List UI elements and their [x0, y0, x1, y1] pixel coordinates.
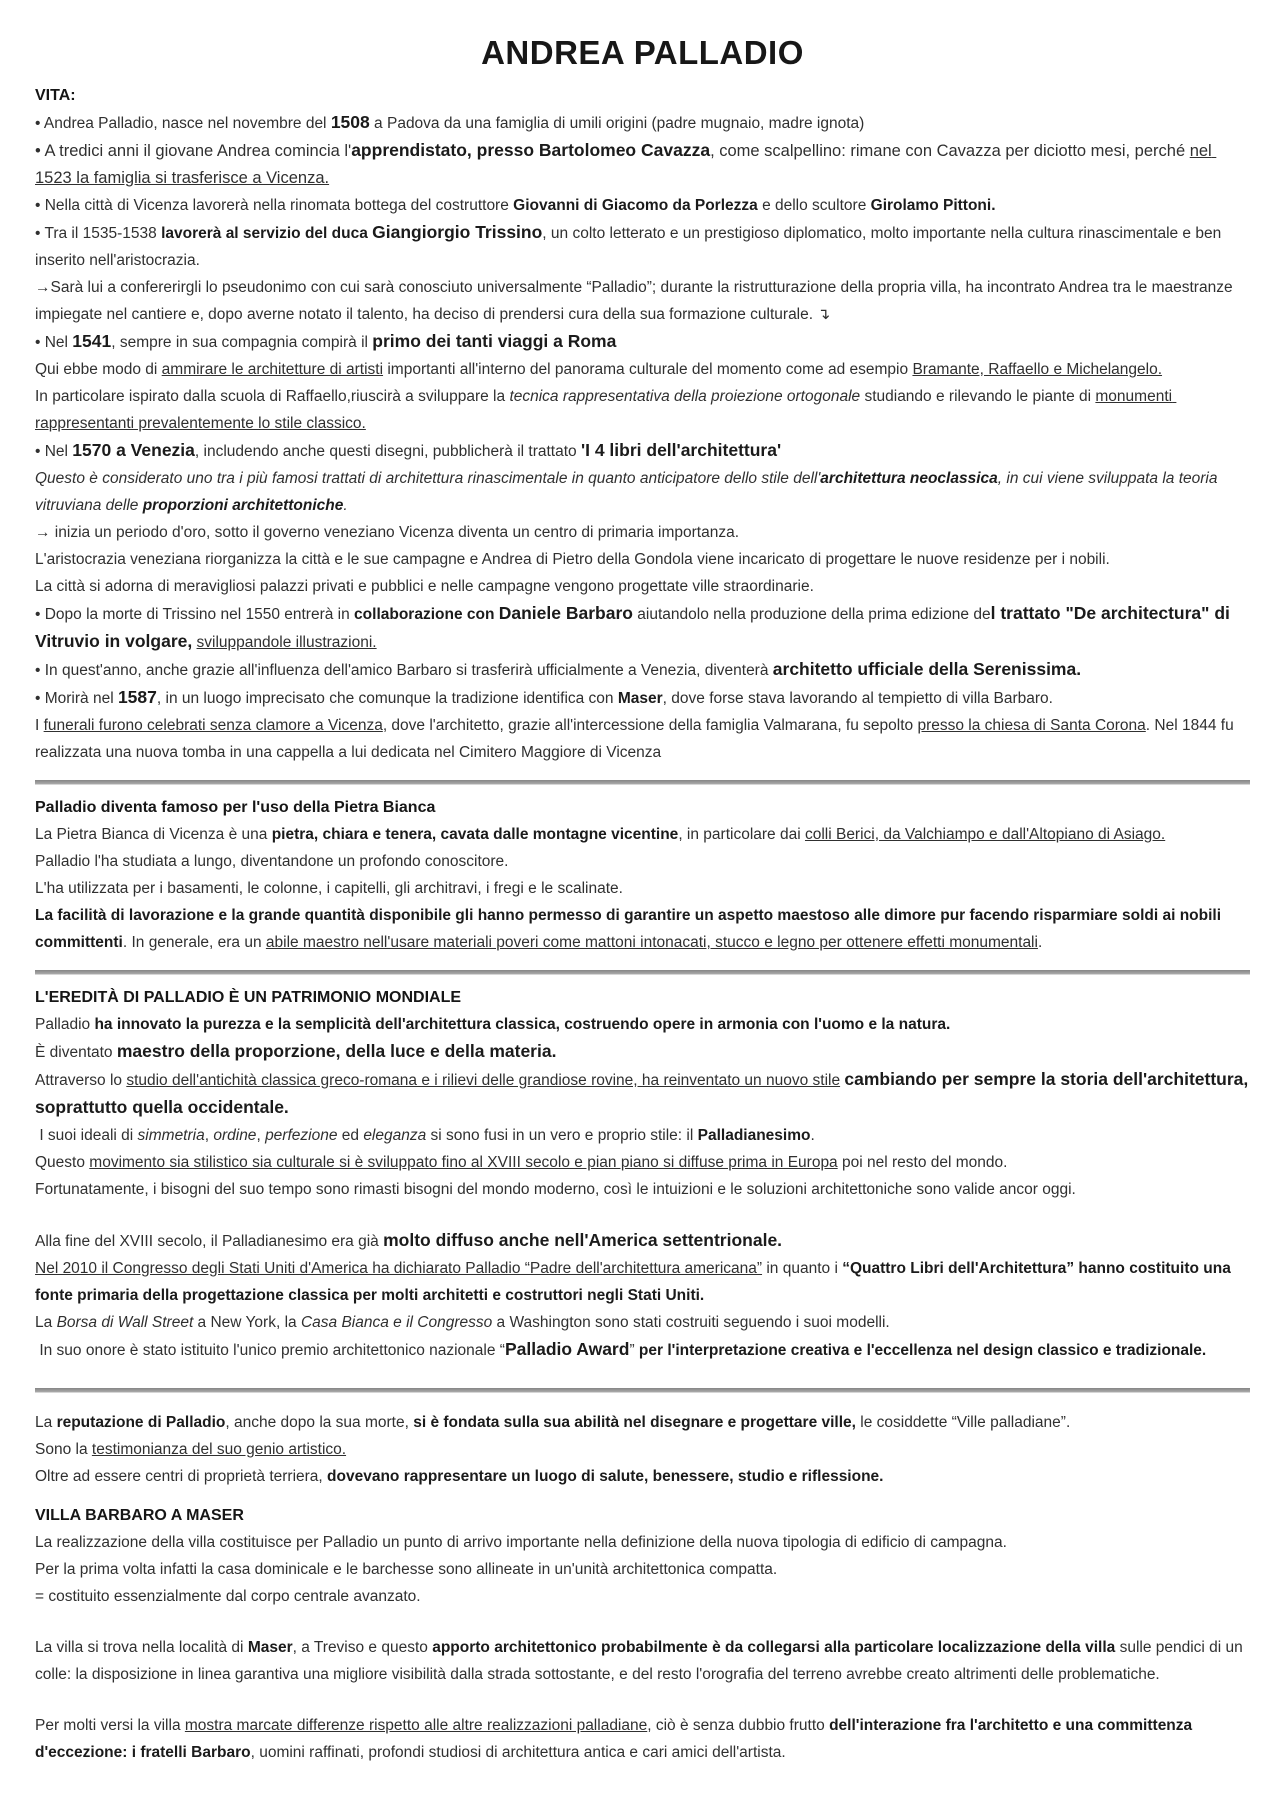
text-run: .: [343, 497, 348, 514]
paragraph: [35, 546, 1250, 573]
text-run: mostra marcate differenze rispetto alle altre realizzazioni palladiane: [184, 1717, 648, 1734]
section-heading: [35, 1502, 1250, 1529]
paragraph: [35, 1463, 1250, 1490]
paragraph: [35, 1436, 1250, 1463]
text-run: →Sarà lui a confererirgli lo pseudonimo con cui sarà conosciuto universalmente “Palladio”; durante la ristrutturazione della propria villa, ha incontrato Andrea tra le maestranze impiegate nel cantiere e, dopo averne notato il talento, ha deciso di prendersi cura della sua formazione culturale. ↴: [35, 279, 1237, 323]
text-run: La villa si trova nella località di: [35, 1639, 248, 1656]
text-run: architettura neoclassica: [820, 470, 998, 487]
blank-line: [35, 1610, 1250, 1634]
text-run: Palladio diventa famoso per l'uso della Pietra Bianca: [35, 799, 436, 816]
text-run: eleganza: [363, 1127, 427, 1144]
text-run: apporto architettonico probabilmente è da collegarsi alla particolare localizzazione della villa: [432, 1639, 1116, 1656]
text-run: • A tredici anni il giovane Andrea comincia l': [35, 142, 352, 160]
text-run: Questo: [35, 1154, 90, 1171]
text-run: colli Berici, da Valchiampo e dall'Altopiano di Asiago.: [804, 826, 1166, 843]
text-run: • Tra il 1535-1538: [35, 225, 162, 242]
paragraph: [35, 274, 1250, 328]
text-run: 1541: [72, 331, 112, 351]
section-heading: [35, 984, 1250, 1011]
text-run: sviluppandole illustrazioni.: [196, 634, 377, 651]
paragraph: [35, 573, 1250, 600]
paragraph: [35, 1409, 1250, 1436]
paragraph: [35, 712, 1250, 766]
text-run: , in particolare dai: [678, 826, 805, 843]
text-run: ha innovato la purezza e la semplicità dell'architettura classica, costruendo opere in armonia con l'uomo e la natura.: [94, 1016, 951, 1033]
text-run: a Padova da una famiglia di umili origini (padre mugnaio, madre ignota): [369, 115, 865, 132]
text-run: • Nel: [35, 443, 73, 460]
paragraph: [35, 1529, 1250, 1556]
text-run: La: [35, 1414, 57, 1431]
text-run: = costituito essenzialmente dal corpo centrale avanzato.: [35, 1588, 421, 1605]
text-run: La città si adorna di meravigliosi palazzi privati e pubblici e nelle campagne vengono progettate ville straordinarie.: [35, 578, 814, 595]
text-run: a New York, la: [193, 1314, 301, 1331]
text-run: le cosiddette “Ville palladiane”.: [855, 1414, 1071, 1431]
paragraph: [35, 519, 1250, 546]
paragraph: [35, 1712, 1250, 1766]
text-run: architetto ufficiale della Serenissima.: [772, 659, 1082, 679]
text-run: per l'interpretazione creativa e l'eccellenza nel design classico e tradizionale.: [638, 1342, 1207, 1359]
text-run: Bramante, Raffaello e Michelangelo.: [912, 361, 1163, 378]
paragraph: [35, 1011, 1250, 1038]
text-run: , come scalpellino: rimane con Cavazza per diciotto mesi, perché: [710, 142, 1190, 160]
text-run: abile maestro nell'usare materiali poveri come mattoni intonacati, stucco e legno per ottenere effetti monumentali: [265, 934, 1038, 951]
paragraph: [35, 1634, 1250, 1688]
text-run: ,: [204, 1127, 214, 1144]
text-run: collaborazione con: [354, 606, 499, 623]
text-run: L'aristocrazia veneziana riorganizza la città e le sue campagne e Andrea di Pietro della Gondola viene incaricato di progettare le nuove residenze per i nobili.: [35, 551, 1110, 568]
paragraph: [35, 1336, 1250, 1364]
text-run: La Pietra Bianca di Vicenza è una: [35, 826, 272, 843]
paragraph: [35, 1309, 1250, 1336]
text-run: È diventato: [35, 1044, 117, 1061]
text-run: Daniele Barbaro: [498, 603, 633, 623]
text-run: cambiando per sempre la storia dell'architettura, soprattutto quella occidentale.: [35, 1069, 1254, 1117]
document-title: ANDREA PALLADIO: [481, 34, 804, 71]
text-run: • Dopo la morte di Trissino nel 1550 entrerà in: [35, 606, 355, 623]
text-run: Per la prima volta infatti la casa dominicale e le barchesse sono allineate in un'unità architettonica compatta.: [35, 1561, 778, 1578]
text-run: importanti all'interno del panorama culturale del momento come ad esempio: [383, 361, 913, 378]
text-run: 1570 a Venezia: [72, 440, 195, 460]
text-run: , includendo anche questi disegni, pubblicherà il trattato: [194, 443, 581, 460]
paragraph: [35, 1255, 1250, 1309]
paragraph: [35, 684, 1250, 712]
paragraph: [35, 1066, 1254, 1122]
text-run: molto diffuso anche nell'America settentrionale.: [383, 1230, 783, 1250]
paragraph: [35, 1038, 1250, 1066]
text-run: studio dell'antichità classica greco-romana e i rilievi delle grandiose rovine, ha reinventato un nuovo stile: [126, 1072, 841, 1089]
text-run: tecnica rappresentativa della proiezione ortogonale: [509, 388, 861, 405]
paragraph: [35, 656, 1250, 684]
paragraph: [35, 1176, 1250, 1203]
text-run: si è fondata sulla sua abilità nel disegnare e progettare ville,: [413, 1414, 856, 1431]
text-run: Casa Bianca e il Congresso: [300, 1314, 493, 1331]
text-run: L'ha utilizzata per i basamenti, le colonne, i capitelli, gli architravi, i fregi e le scalinate.: [35, 880, 623, 897]
text-run: Attraverso lo: [35, 1072, 127, 1089]
text-run: l trattato "De architectura" di Vitruvio in volgare,: [35, 603, 1235, 651]
blank-line: [35, 1203, 1250, 1227]
text-run: poi nel resto del mondo.: [837, 1154, 1008, 1171]
text-run: monumenti rappresentanti prevalentemente lo stile classico.: [35, 388, 1177, 432]
text-run: ,: [256, 1127, 266, 1144]
paragraph: [35, 383, 1250, 437]
text-run: pietra, chiara e tenera, cavata dalle montagne vicentine: [271, 826, 679, 843]
blank-line: [35, 1490, 1250, 1502]
text-run: presso la chiesa di Santa Corona: [917, 717, 1146, 734]
paragraph: [35, 137, 1250, 192]
text-run: Giovanni di Giacomo da Porlezza: [513, 197, 758, 214]
text-run: studiando e rilevando le piante di: [860, 388, 1096, 405]
text-run: , ciò è senza dubbio frutto: [647, 1717, 830, 1734]
text-run: , in cui viene sviluppata la teoria vitruviana delle: [35, 470, 1222, 514]
text-run: VILLA BARBARO A MASER: [35, 1507, 244, 1524]
text-run: , in un luogo imprecisato che comunque la tradizione identifica con: [156, 690, 618, 707]
paragraph: [35, 1149, 1250, 1176]
text-run: ordine: [213, 1127, 257, 1144]
text-run: apprendistato, presso Bartolomeo Cavazza: [351, 140, 711, 160]
text-run: lavorerà al servizio del duca: [161, 225, 373, 242]
text-run: I: [35, 717, 44, 734]
text-run: Palladio: [35, 1016, 95, 1033]
text-run: Maser: [247, 1639, 293, 1656]
text-run: .: [1037, 934, 1043, 951]
text-run: in quanto i: [762, 1260, 843, 1277]
section-heading: [35, 794, 1250, 821]
text-run: 1508: [330, 112, 370, 132]
paragraph: [35, 1583, 1250, 1610]
paragraph: [35, 109, 1250, 137]
text-run: proporzioni architettoniche: [142, 497, 344, 514]
paragraph: [35, 1556, 1250, 1583]
text-run: sulle pendici di un colle: la disposizione in linea garantiva una migliore visibilità dalla strada sottostante, e del resto l'orografia del terreno avrebbe creato altrimenti delle problematiche.: [35, 1639, 1248, 1683]
text-run: 1587: [117, 687, 157, 707]
text-run: Palladio l'ha studiata a lungo, diventandone un profondo conoscitore.: [35, 853, 509, 870]
text-run: L'EREDITÀ DI PALLADIO È UN PATRIMONIO MONDIALE: [35, 989, 462, 1006]
text-run: primo dei tanti viaggi a Roma: [372, 331, 617, 351]
text-run: , dove l'architetto, grazie all'intercessione della famiglia Valmarana, fu sepolto: [382, 717, 918, 734]
text-run: , dove forse stava lavorando al tempietto di villa Barbaro.: [662, 690, 1053, 707]
blank-line: [35, 1688, 1250, 1712]
section-divider: [35, 780, 1250, 785]
paragraph: [35, 465, 1250, 519]
text-run: testimonianza del suo genio artistico.: [91, 1441, 347, 1458]
text-run: aiutandolo nella produzione della prima edizione de: [632, 606, 991, 623]
paragraph: [35, 1122, 1250, 1149]
text-run: simmetria: [137, 1127, 205, 1144]
text-run: , sempre in sua compagnia compirà il: [111, 334, 373, 351]
text-run: Questo è: [35, 470, 103, 487]
text-run: , a Treviso e questo: [292, 1639, 433, 1656]
paragraph: [35, 902, 1250, 956]
text-run: 'I 4 libri dell'architettura': [580, 440, 782, 460]
text-run: Maser: [617, 690, 663, 707]
text-run: Alla fine del XVIII secolo, il Palladianesimo era già: [35, 1233, 384, 1250]
text-run: “Quattro Libri dell'Architettura” hanno costituito una fonte primaria della progettazione classica per molti architetti e costruttori negli Stati Uniti.: [35, 1260, 1236, 1304]
text-run: Girolamo Pittoni.: [870, 197, 996, 214]
text-run: Oltre ad essere centri di proprietà terriera,: [35, 1468, 328, 1485]
text-run: si sono fusi in un vero e proprio stile: il: [426, 1127, 698, 1144]
text-run: In suo onore è stato istituito l'unico premio architettonico nazionale “: [35, 1342, 505, 1359]
text-run: La: [35, 1314, 57, 1331]
paragraph: [35, 848, 1250, 875]
text-run: e dello scultore: [757, 197, 871, 214]
text-run: Sono la: [35, 1441, 92, 1458]
paragraph: [35, 1227, 1250, 1255]
text-run: dovevano rappresentare un luogo di salute, benessere, studio e riflessione.: [327, 1468, 884, 1485]
text-run: Fortunatamente, i bisogni del suo tempo sono rimasti bisogni del mondo moderno, così le intuizioni e le soluzioni architettoniche sono valide ancor oggi.: [35, 1181, 1076, 1198]
document-body: [35, 82, 1254, 1766]
section-heading: [35, 82, 1250, 109]
text-run: Per molti versi la villa: [35, 1717, 185, 1734]
text-run: • Nella città di Vicenza lavorerà nella rinomata bottega del costruttore: [35, 197, 514, 214]
text-run: ”: [629, 1342, 639, 1359]
text-run: reputazione di Palladio: [56, 1414, 226, 1431]
text-run: Qui ebbe modo di: [35, 361, 162, 378]
text-run: perfezione: [265, 1127, 338, 1144]
text-run: • In quest'anno, anche grazie all'influenza dell'amico Barbaro si trasferirà ufficialmente a Venezia, diventerà: [35, 662, 773, 679]
text-run: La facilità di lavorazione e la grande quantità disponibile gli hanno permesso di garantire un aspetto maestoso alle dimore pur facendo risparmiare soldi ai nobili committenti: [35, 907, 1226, 951]
text-run: • Nel: [35, 334, 73, 351]
text-run: VITA:: [35, 87, 76, 104]
text-run: • Morirà nel: [35, 690, 118, 707]
section-divider: [35, 970, 1250, 975]
text-run: Nel 2010 il Congresso degli Stati Uniti d'America ha dichiarato Palladio “Padre dell'architettura americana”: [35, 1260, 763, 1277]
text-run: Palladianesimo: [697, 1127, 811, 1144]
text-run: → inizia un periodo d'oro, sotto il governo veneziano Vicenza diventa un centro di primaria importanza.: [35, 524, 740, 541]
paragraph: [35, 600, 1250, 656]
section-divider: [35, 1388, 1250, 1393]
paragraph: [35, 821, 1250, 848]
text-run: , anche dopo la sua morte,: [225, 1414, 414, 1431]
text-run: .: [810, 1127, 815, 1144]
text-run: In particolare ispirato dalla scuola di Raffaello,riuscirà a sviluppare la: [35, 388, 510, 405]
text-run: a Washington sono stati costruiti seguendo i suoi modelli.: [492, 1314, 890, 1331]
text-run: dell'interazione fra l'architetto e una committenza d'eccezione: i fratelli Barbaro: [35, 1717, 1197, 1761]
text-run: funerali furono celebrati senza clamore a Vicenza: [43, 717, 383, 734]
text-run: Palladio Award: [504, 1339, 630, 1359]
text-run: considerato uno tra i più famosi trattati di architettura rinascimentale in quanto anticipatore dello stile dell': [102, 470, 821, 487]
text-run: Borsa di Wall Street: [56, 1314, 194, 1331]
paragraph: [35, 219, 1250, 274]
paragraph: [35, 356, 1250, 383]
text-run: maestro della proporzione, della luce e della materia.: [116, 1041, 557, 1061]
text-run: , un colto letterato e un prestigioso diplomatico, molto importante nella cultura rinascimentale e ben inserito nell'aristocrazia.: [35, 225, 1226, 269]
paragraph: [35, 328, 1250, 356]
text-run: Giangiorgio Trissino: [372, 222, 543, 242]
text-run: • Andrea Palladio, nasce nel novembre del: [35, 115, 331, 132]
text-run: . In generale, era un: [122, 934, 266, 951]
text-run: La realizzazione della villa costituisce per Palladio un punto di arrivo importante nella definizione della nuova tipologia di edificio di campagna.: [35, 1534, 1007, 1551]
paragraph: [35, 192, 1250, 219]
text-run: nel 1523 la famiglia si trasferisce a Vicenza.: [35, 142, 1217, 187]
text-run: movimento sia stilistico sia culturale si è sviluppato fino al XVIII secolo e pian piano si diffuse prima in Europa: [89, 1154, 838, 1171]
paragraph: [35, 437, 1250, 465]
text-run: , uomini raffinati, profondi studiosi di architettura antica e cari amici dell'artista.: [250, 1744, 786, 1761]
text-run: I suoi ideali di: [35, 1127, 138, 1144]
text-run: ed: [337, 1127, 364, 1144]
paragraph: [35, 875, 1250, 902]
text-run: ammirare le architetture di artisti: [161, 361, 384, 378]
text-run: . Nel 1844 fu realizzata una nuova tomba in una cappella a lui dedicata nel Cimitero Maggiore di Vicenza: [35, 717, 1239, 761]
